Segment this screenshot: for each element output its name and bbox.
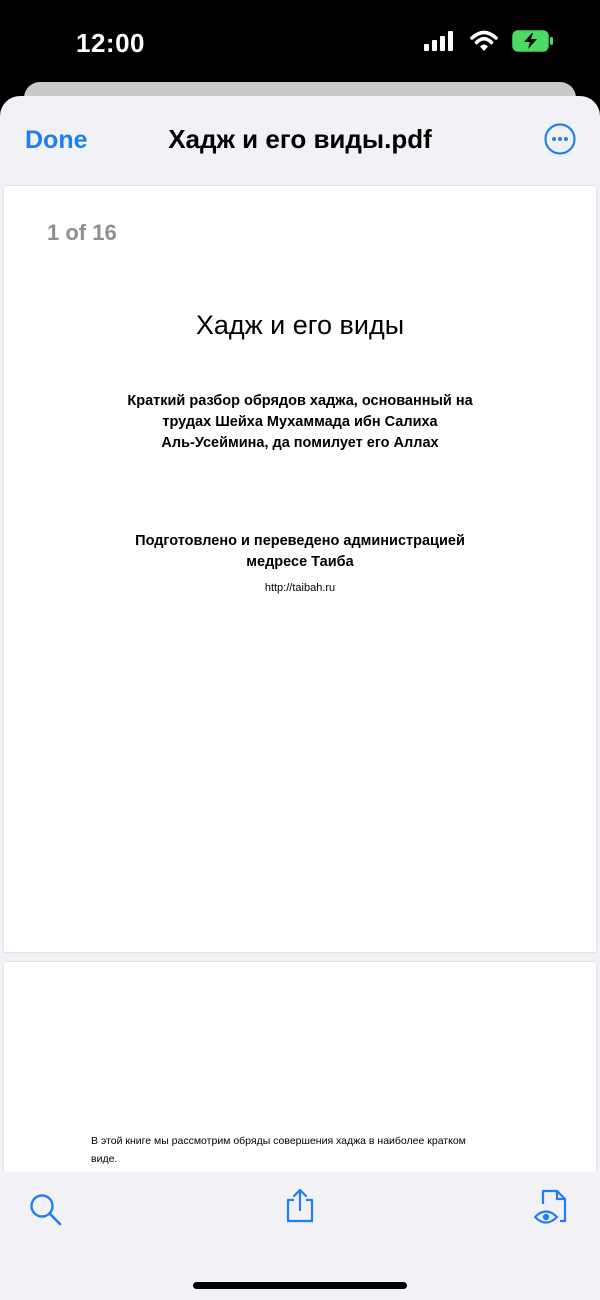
pdf-subtitle-line: трудах Шейха Мухаммада ибн Салиха (162, 414, 438, 430)
battery-charging-icon (512, 30, 554, 57)
home-indicator[interactable] (193, 1282, 407, 1289)
pdf-url: http://taibah.ru (264, 582, 336, 594)
pdf-subtitle-line: Аль-Усеймина, да помилует его Аллах (161, 435, 439, 451)
share-icon[interactable] (284, 1188, 316, 1229)
pdf-prepared-line: Подготовлено и переведено администрацией (135, 533, 465, 549)
pdf-prepared-by (4, 531, 596, 573)
pdf-paragraph-line: В этой книге мы рассмотрим обряды совершения хаджа в наиболее кратком (91, 1135, 466, 1147)
page-indicator: 1 of 16 (47, 220, 117, 245)
navigation-bar (0, 96, 600, 186)
status-icons (424, 30, 554, 57)
pdf-subtitle-line: Краткий разбор обрядов хаджа, основанный на (127, 393, 473, 409)
done-button[interactable]: Done (25, 126, 88, 154)
document-view-icon[interactable] (534, 1188, 570, 1233)
pdf-paragraph-line: виде. (91, 1153, 118, 1165)
document-title: Хадж и его виды.pdf (168, 124, 432, 154)
pdf-title: Хадж и его виды (195, 310, 405, 340)
pdf-page-2[interactable] (4, 962, 596, 1182)
status-time: 12:00 (76, 28, 145, 58)
pdf-viewer-sheet (0, 96, 600, 1300)
status-bar (0, 0, 600, 90)
wifi-icon (470, 30, 498, 57)
pdf-prepared-line: медресе Таиба (246, 554, 354, 570)
bottom-toolbar (0, 1172, 600, 1300)
search-icon[interactable] (28, 1192, 64, 1233)
cellular-signal-icon (424, 31, 456, 56)
ellipsis-circle-icon[interactable] (544, 123, 576, 155)
pdf-paragraph (91, 1132, 521, 1168)
pdf-subtitle (4, 391, 596, 454)
pdf-page-1[interactable] (4, 186, 596, 952)
